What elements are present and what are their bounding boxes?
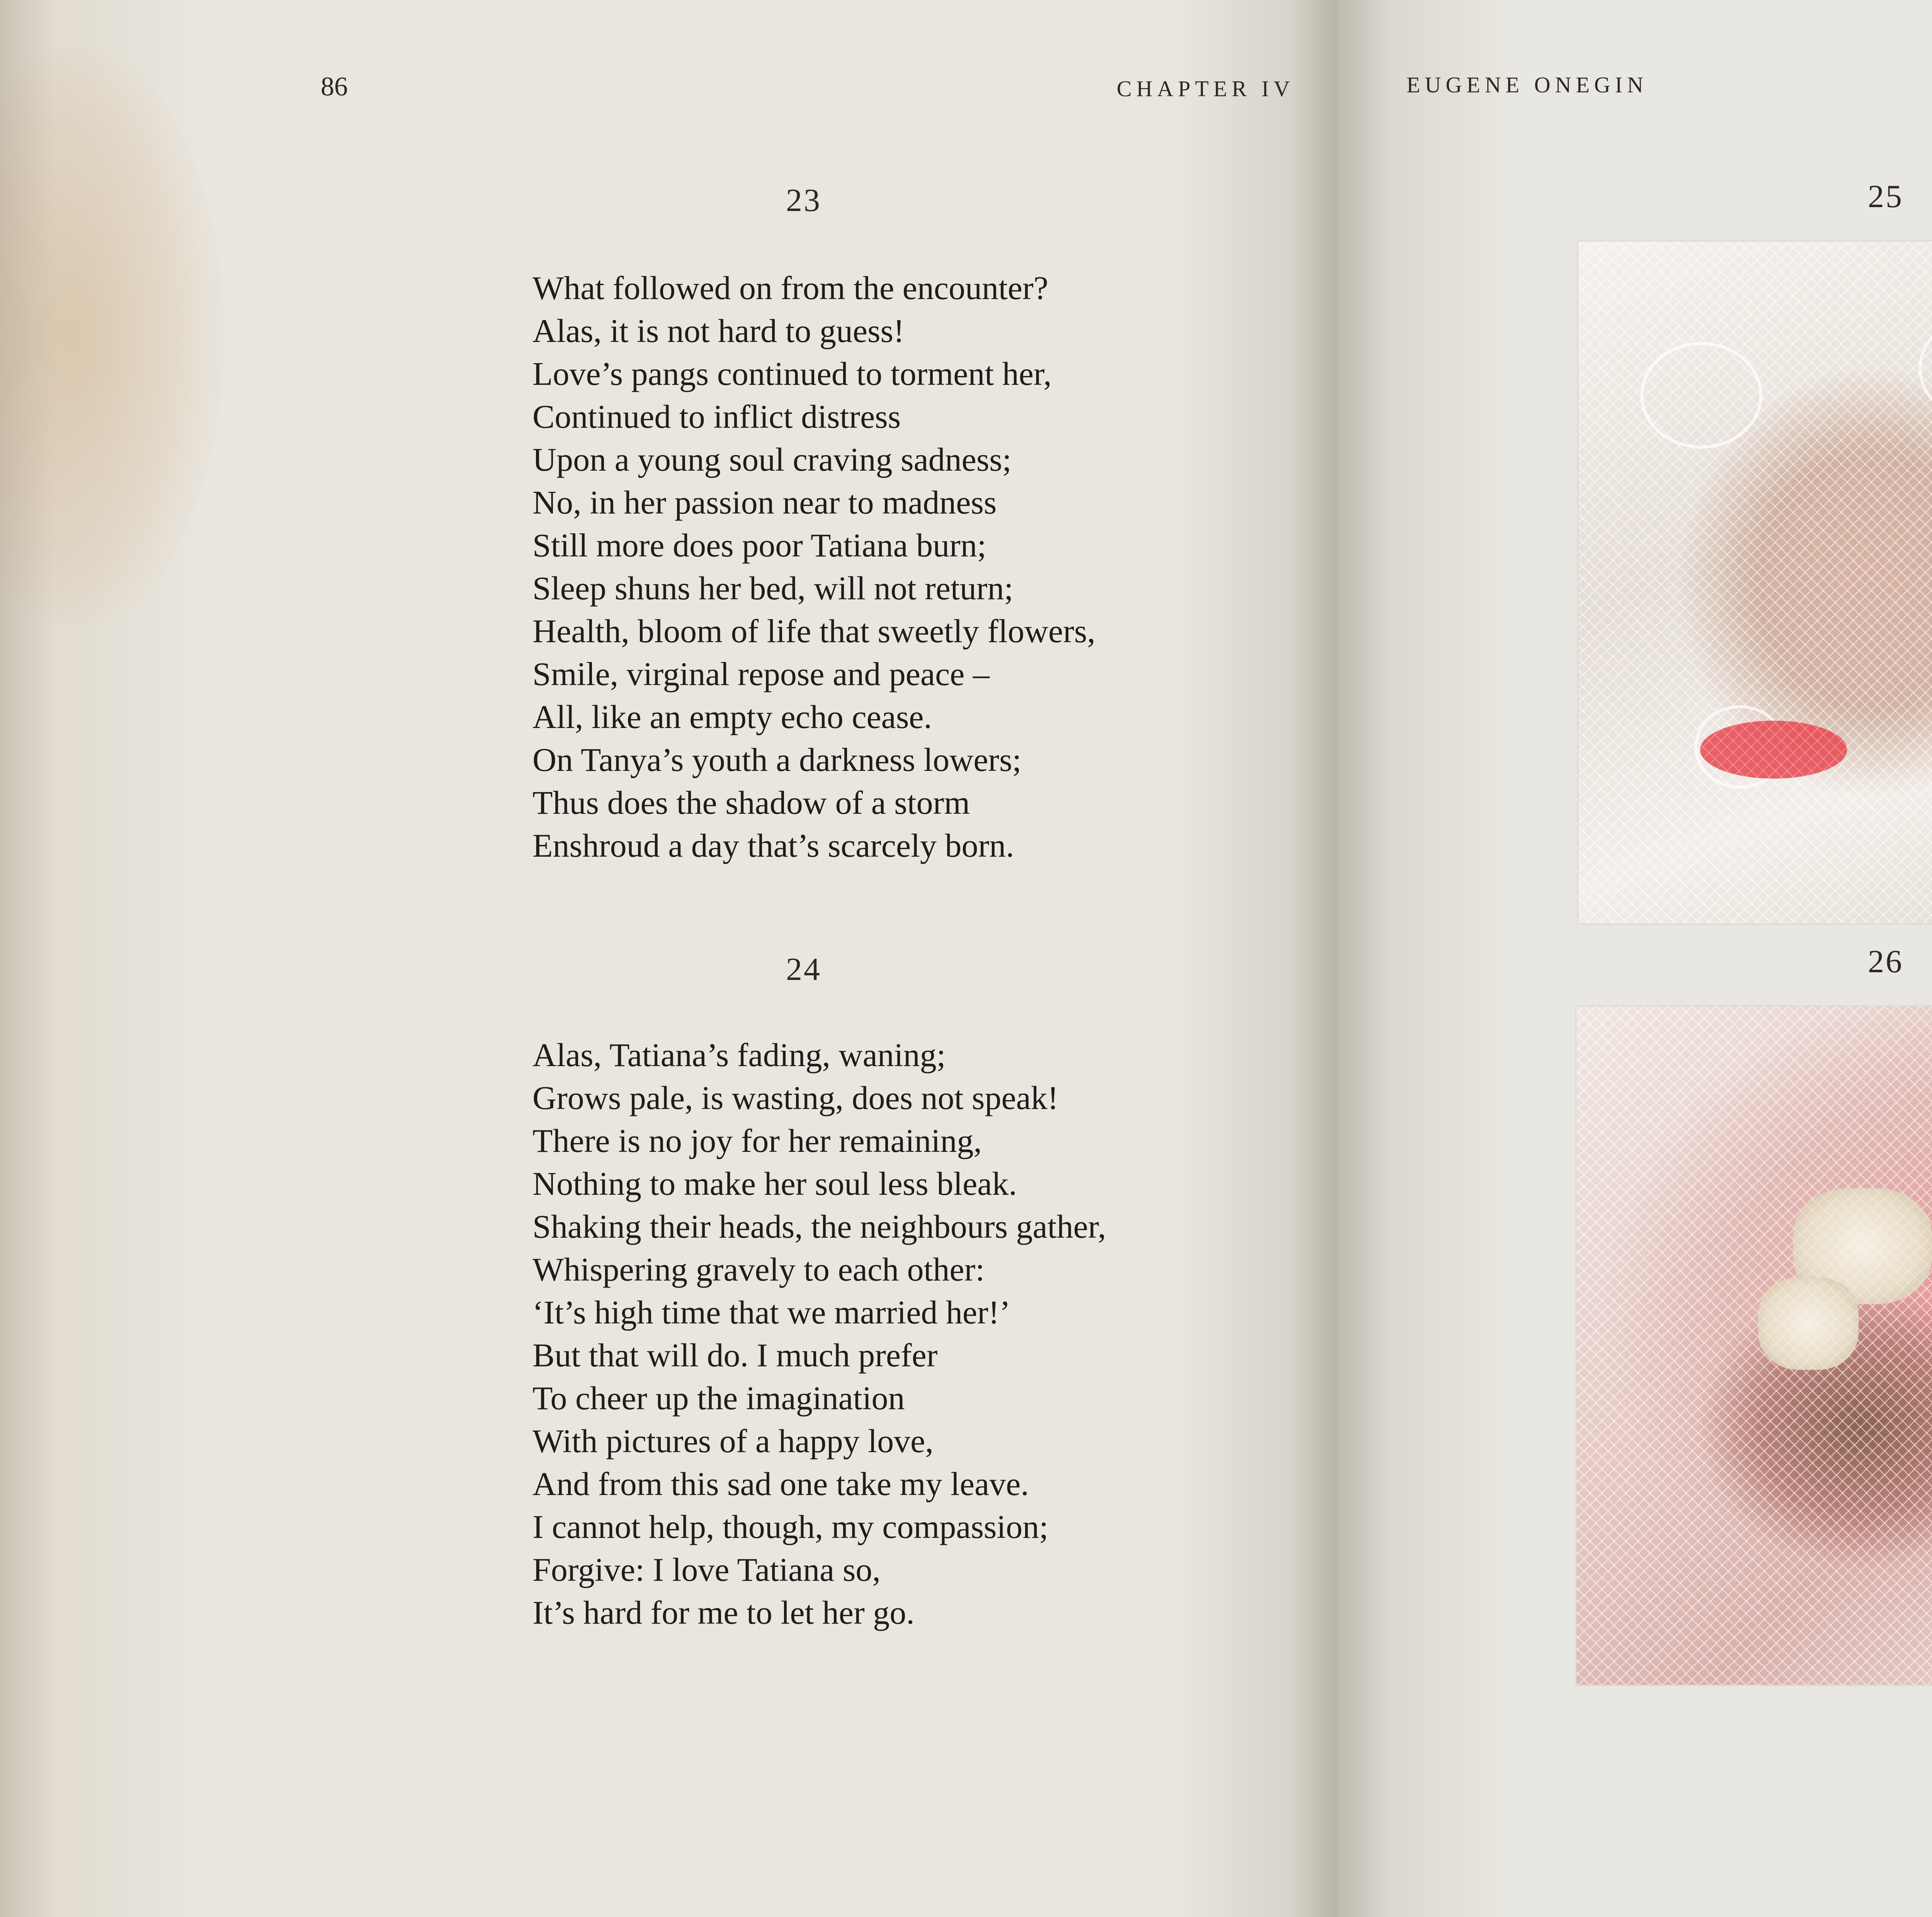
page-number-left: 86 [321, 72, 348, 102]
image-number-26: 26 [1868, 944, 1903, 980]
verse-line: Enshroud a day that’s scarcely born. [532, 827, 1014, 864]
verse-line: No, in her passion near to madness [532, 484, 997, 521]
verse-line: To cheer up the imagination [532, 1379, 905, 1417]
verse-line: Love’s pangs continued to torment her, [532, 355, 1052, 392]
veiled-mouth-photo [1577, 1007, 1932, 1685]
lace-mesh-overlay [1578, 242, 1932, 924]
verse-line: I cannot help, though, my compassion; [532, 1508, 1049, 1545]
verse-line: But that will do. I much prefer [532, 1337, 938, 1374]
paper-stain [0, 46, 224, 626]
stanza-number-23: 23 [786, 182, 821, 218]
verse-line: All, like an empty echo cease. [532, 698, 932, 735]
verse-line: It’s hard for me to let her go. [532, 1594, 915, 1631]
verse-line: Continued to inflict distress [532, 398, 901, 435]
running-head-left: CHAPTER IV [1117, 76, 1294, 101]
verse-line: ‘It’s high time that we married her!’ [532, 1294, 1011, 1331]
verse-line: And from this sad one take my leave. [532, 1465, 1029, 1502]
verse-line: With pictures of a happy love, [532, 1422, 934, 1459]
verse-line: Still more does poor Tatiana burn; [532, 527, 986, 564]
stanza-24 [532, 1034, 1106, 1634]
verse-line: Smile, virginal repose and peace – [532, 655, 990, 692]
verse-line: Grows pale, is wasting, does not speak! [532, 1079, 1059, 1116]
veiled-face-photo [1578, 242, 1932, 924]
verse-line: There is no joy for her remaining, [532, 1122, 982, 1159]
verse-line: Shaking their heads, the neighbours gather, [532, 1208, 1106, 1245]
lace-mesh-overlay [1577, 1007, 1932, 1685]
verse-line: Whispering gravely to each other: [532, 1251, 985, 1288]
verse-line: Nothing to make her soul less bleak. [532, 1165, 1017, 1202]
verse-line: What followed on from the encounter? [532, 269, 1048, 306]
stanza-number-24: 24 [786, 951, 821, 987]
verse-line: Alas, it is not hard to guess! [532, 312, 905, 349]
verse-line: Thus does the shadow of a storm [532, 784, 970, 821]
verse-line: Health, bloom of life that sweetly flowers, [532, 612, 1095, 650]
running-head-right: EUGENE ONEGIN [1406, 72, 1648, 97]
verse-line: Forgive: I love Tatiana so, [532, 1551, 881, 1588]
stanza-23 [532, 267, 1095, 867]
verse-line: On Tanya’s youth a darkness lowers; [532, 741, 1022, 778]
verse-line: Alas, Tatiana’s fading, waning; [532, 1036, 946, 1073]
image-number-25: 25 [1868, 179, 1903, 214]
verse-line: Sleep shuns her bed, will not return; [532, 570, 1014, 607]
verse-line: Upon a young soul craving sadness; [532, 441, 1012, 478]
